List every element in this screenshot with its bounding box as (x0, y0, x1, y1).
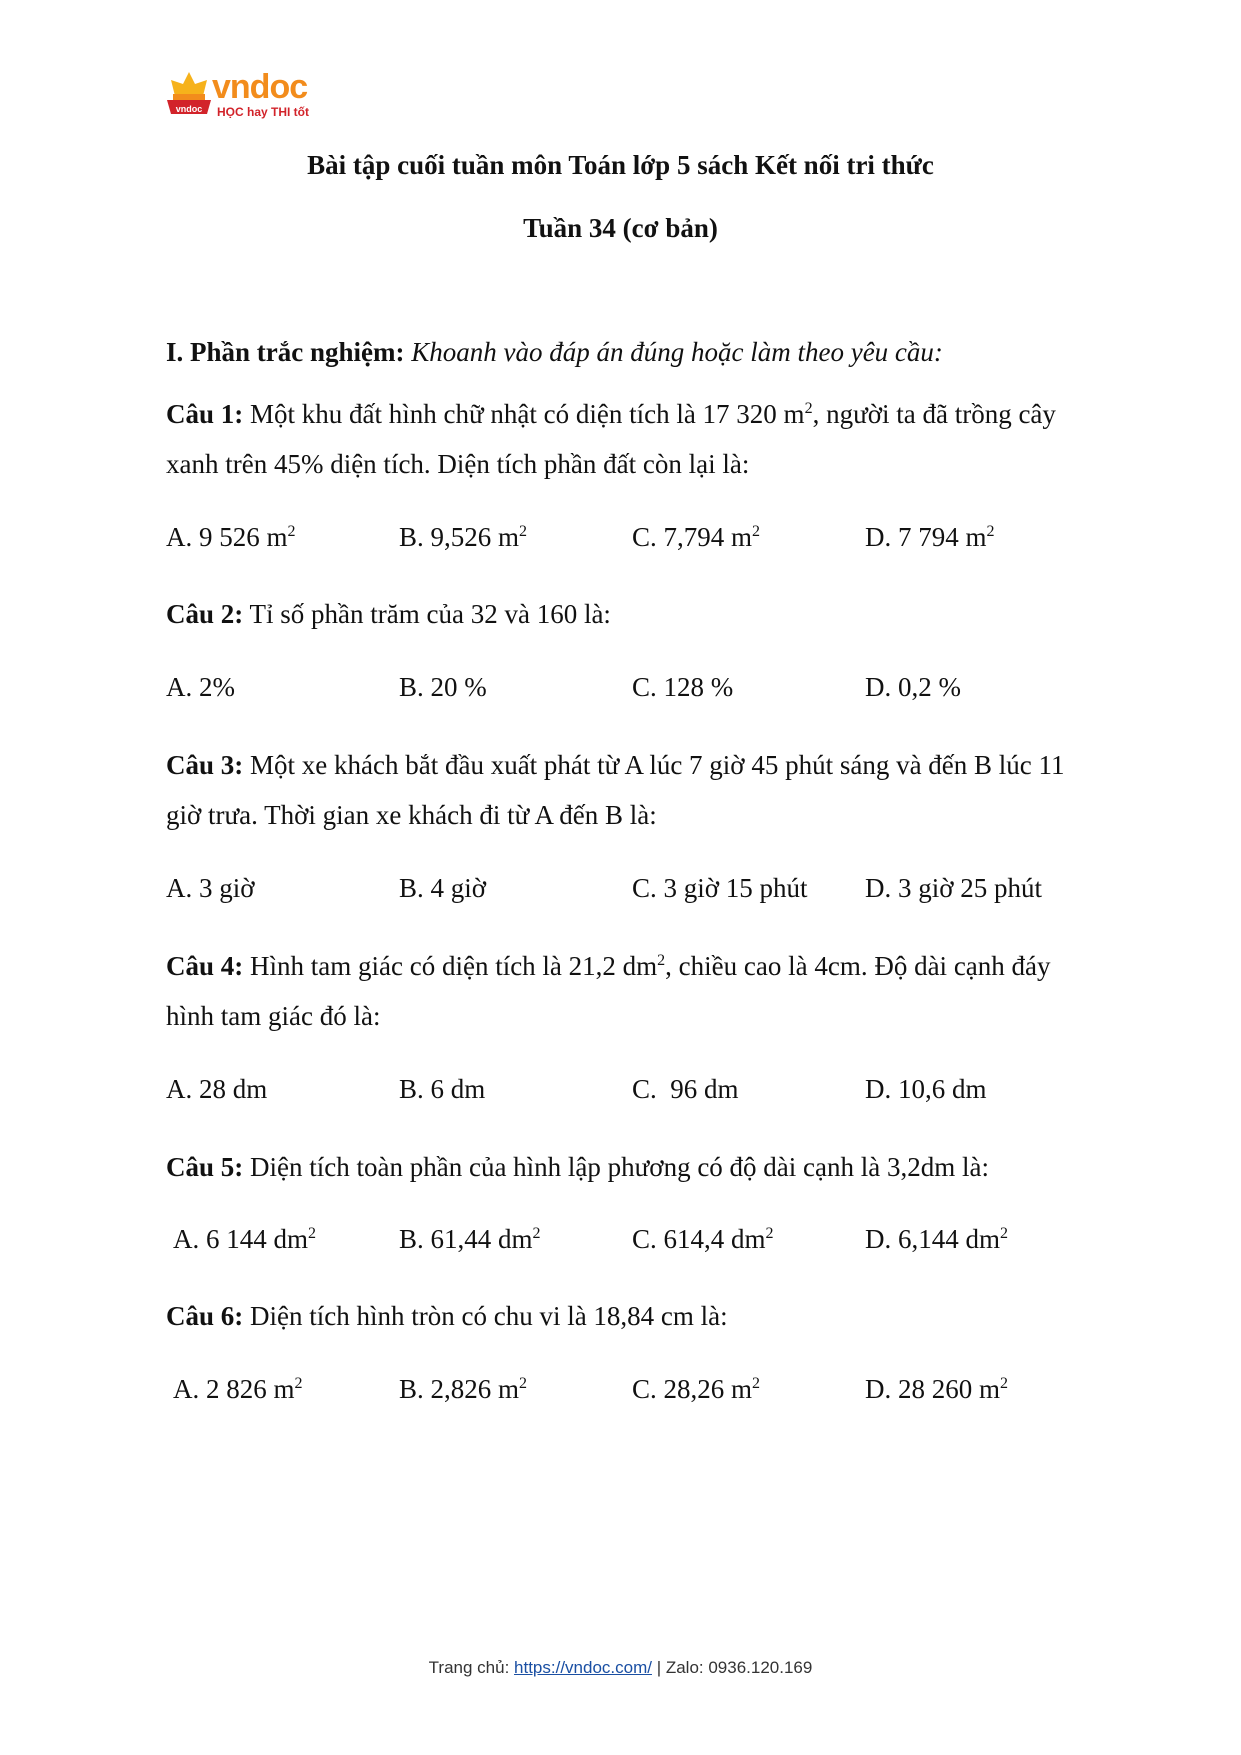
logo-wordmark: vndoc (212, 68, 308, 106)
document-title: Bài tập cuối tuần môn Toán lớp 5 sách Kết nối tri thức (307, 150, 934, 180)
question-text: Tỉ số phần trăm của 32 và 160 là: (249, 599, 611, 629)
question-1 (166, 389, 1086, 489)
option-a[interactable]: A. 28 dm (166, 1074, 268, 1104)
superscript: 2 (804, 400, 813, 417)
option-a[interactable]: A. 2% (166, 672, 235, 702)
options-1 (166, 522, 1086, 558)
question-label: Câu 4: (166, 951, 244, 981)
question-5 (166, 1142, 1086, 1192)
options-3 (166, 873, 1086, 909)
options-5 (166, 1224, 1086, 1260)
option-b[interactable]: B. 61,44 $dm^2$ (399, 1224, 541, 1254)
question-label: Câu 5: (166, 1152, 244, 1182)
vndoc-logo (165, 70, 325, 120)
document-subtitle: Tuần 34 (cơ bản) (523, 213, 718, 243)
page-footer (0, 1658, 1241, 1678)
option-b[interactable]: B. 2,826 $m^2$ (399, 1374, 528, 1404)
option-c[interactable]: C. 7,794 $m^2$ (632, 522, 761, 552)
question-text: Hình tam giác có diện tích là 21,2 dm (250, 951, 658, 981)
question-label: Câu 2: (166, 599, 244, 629)
question-3 (166, 740, 1086, 840)
question-text-cont: , chiều cao là 4cm. Độ dài cạnh đáy hình tam giác đó là: (166, 951, 1051, 1031)
option-c[interactable]: C. 96 dm (632, 1074, 739, 1104)
option-a[interactable]: A. 3 giờ (166, 873, 255, 903)
option-a[interactable]: A. 9 526 $m^2$ (166, 522, 296, 552)
option-d[interactable]: D. 6,144 $dm^2$ (865, 1224, 1008, 1254)
option-b[interactable]: B. 9,526 $m^2$ (399, 522, 528, 552)
footer-prefix: Trang chủ: (428, 1658, 515, 1677)
option-c[interactable]: C. 128 % (632, 672, 734, 702)
option-c[interactable]: C. 28,26 $m^2$ (632, 1374, 761, 1404)
option-a[interactable]: A. 2 826 $m^2$ (173, 1374, 303, 1404)
question-text: Một xe khách bắt đầu xuất phát từ A lúc 7 giờ 45 phút sáng và đến B lúc 11 giờ trưa. Thời gian xe khách đi từ A đến B là: (166, 750, 1065, 830)
question-4 (166, 941, 1086, 1041)
question-6 (166, 1291, 1086, 1341)
option-c[interactable]: C. 614,4 $dm^2$ (632, 1224, 774, 1254)
section-label: I. Phần trắc nghiệm: (166, 337, 405, 367)
option-b[interactable]: B. 4 giờ (399, 873, 487, 903)
option-d[interactable]: D. 7 794 $m^2$ (865, 522, 995, 552)
section-instruction: Khoanh vào đáp án đúng hoặc làm theo yêu cầu: (411, 337, 943, 367)
option-d[interactable]: D. 10,6 dm (865, 1074, 987, 1104)
question-2 (166, 589, 1086, 639)
question-text-cont: , người ta đã trồng cây xanh trên 45% diện tích. Diện tích phần đất còn lại là: (166, 399, 1056, 479)
options-4 (166, 1074, 1086, 1110)
option-d[interactable]: D. 0,2 % (865, 672, 961, 702)
section-heading (166, 337, 943, 368)
options-6 (166, 1374, 1086, 1410)
option-b[interactable]: B. 20 % (399, 672, 487, 702)
question-label: Câu 1: (166, 399, 244, 429)
option-c[interactable]: C. 3 giờ 15 phút (632, 873, 808, 903)
option-b[interactable]: B. 6 dm (399, 1074, 486, 1104)
logo-badge-text: vndoc (175, 104, 203, 114)
question-label: Câu 6: (166, 1301, 244, 1331)
footer-suffix: | Zalo: 0936.120.169 (651, 1658, 813, 1677)
option-a[interactable]: A. 6 144 $dm^2$ (173, 1224, 316, 1254)
question-label: Câu 3: (166, 750, 244, 780)
logo-tagline: HỌC hay THI tốt (217, 105, 309, 119)
question-text: Diện tích toàn phần của hình lập phương có độ dài cạnh là 3,2dm là: (250, 1152, 989, 1182)
homepage-link[interactable]: https://vndoc.com/ (514, 1658, 652, 1677)
superscript: 2 (657, 952, 666, 969)
logo-badge (169, 102, 209, 116)
option-d[interactable]: D. 3 giờ 25 phút (865, 873, 1043, 903)
options-2 (166, 672, 1086, 708)
question-text: Diện tích hình tròn có chu vi là 18,84 cm là: (250, 1301, 728, 1331)
question-text: Một khu đất hình chữ nhật có diện tích là 17 320 m (250, 399, 805, 429)
option-d[interactable]: D. 28 260 $m^2$ (865, 1374, 1008, 1404)
